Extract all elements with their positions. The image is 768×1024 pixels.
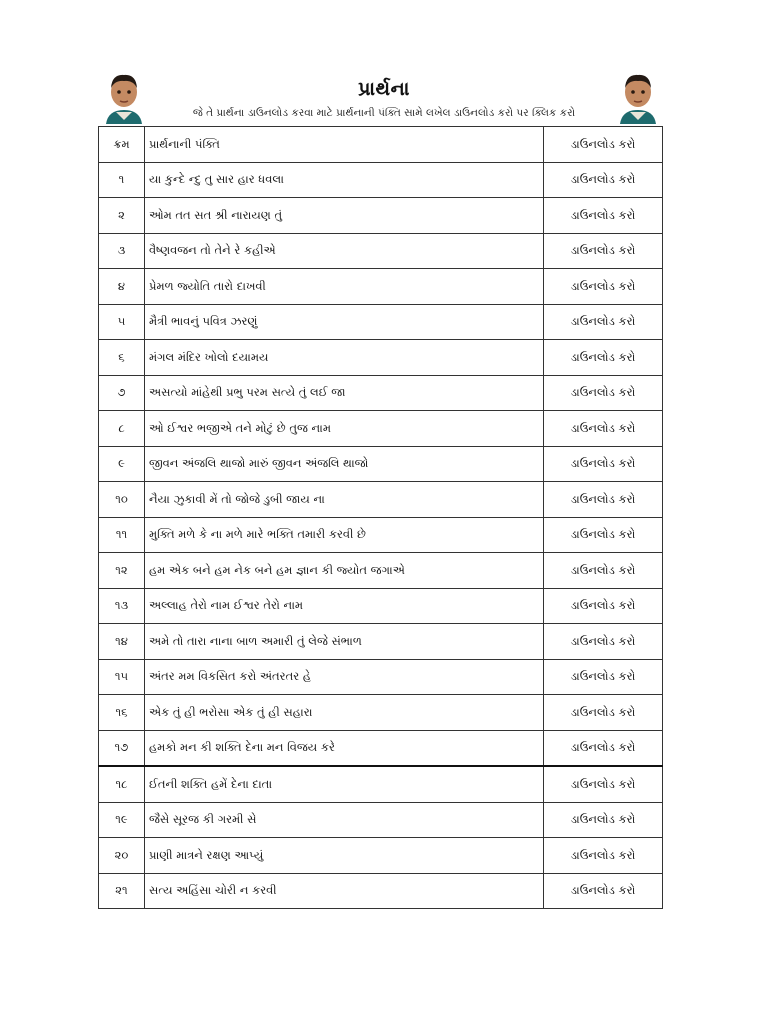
table-row xyxy=(99,873,663,909)
row-number: ૪ xyxy=(99,269,145,305)
download-link[interactable]: ડાઉનલોડ કરો xyxy=(544,766,663,802)
prayer-line: ઓમ તત સત શ્રી નારાયણ તું xyxy=(145,198,544,234)
row-number: ૭ xyxy=(99,375,145,411)
row-number: ૨ xyxy=(99,198,145,234)
header-num: ક્રમ xyxy=(99,127,145,163)
row-number: ૧૮ xyxy=(99,766,145,802)
download-link[interactable]: ડાઉનલોડ કરો xyxy=(544,588,663,624)
download-link[interactable]: ડાઉનલોડ કરો xyxy=(544,198,663,234)
prayer-line: અસત્યો માંહેથી પ્રભુ પરમ સત્યે તું લઈ જા xyxy=(145,375,544,411)
table-row xyxy=(99,482,663,518)
prayer-line: અલ્લાહ તેરો નામ ઈશ્વર તેરો નામ xyxy=(145,588,544,624)
download-link[interactable]: ડાઉનલોડ કરો xyxy=(544,517,663,553)
download-link[interactable]: ડાઉનલોડ કરો xyxy=(544,838,663,874)
row-number: ૩ xyxy=(99,233,145,269)
download-link[interactable]: ડાઉનલોડ કરો xyxy=(544,269,663,305)
row-number: ૧૦ xyxy=(99,482,145,518)
page-title: પ્રાર્થના xyxy=(358,78,410,100)
prayer-line: વૈષ્ણવજન તો તેને રે કહીએ xyxy=(145,233,544,269)
prayer-line: હમકો મન કી શક્તિ દેના મન વિજય કરે xyxy=(145,730,544,766)
prayer-line: અંતર મમ વિકસિત કરો અંતરતર હે xyxy=(145,659,544,695)
row-number: ૫ xyxy=(99,304,145,340)
table-row xyxy=(99,517,663,553)
prayer-line: હમ એક બને હમ નેક બને હમ જ્ઞાન કી જ્યોત જગાએ xyxy=(145,553,544,589)
prayer-line: સત્ય અહિંસા ચોરી ન કરવી xyxy=(145,873,544,909)
row-number: ૧ xyxy=(99,162,145,198)
row-number: ૧૬ xyxy=(99,695,145,731)
prayer-line: જૈસે સૂરજ કી ગરમી સે xyxy=(145,802,544,838)
table-row xyxy=(99,766,663,802)
row-number: ૨૦ xyxy=(99,838,145,874)
download-link[interactable]: ડાઉનલોડ કરો xyxy=(544,233,663,269)
row-number: ૧૫ xyxy=(99,659,145,695)
header-download: ડાઉનલોડ કરો xyxy=(544,127,663,163)
table-row xyxy=(99,730,663,766)
table-row xyxy=(99,838,663,874)
prayer-line: મુક્તિ મળે કે ના મળે મારે ભક્તિ તમારી કરવી છે xyxy=(145,517,544,553)
download-link[interactable]: ડાઉનલોડ કરો xyxy=(544,340,663,376)
download-link[interactable]: ડાઉનલોડ કરો xyxy=(544,553,663,589)
table-row xyxy=(99,233,663,269)
table-row xyxy=(99,340,663,376)
child-portrait-icon xyxy=(616,70,660,124)
download-link[interactable]: ડાઉનલોડ કરો xyxy=(544,730,663,766)
prayer-line: અમે તો તારા નાના બાળ અમારી તું લેજે સંભાળ xyxy=(145,624,544,660)
table-row xyxy=(99,446,663,482)
download-link[interactable]: ડાઉનલોડ કરો xyxy=(544,695,663,731)
table-row xyxy=(99,624,663,660)
download-link[interactable]: ડાઉનલોડ કરો xyxy=(544,873,663,909)
prayer-line: ઓ ઈશ્વર ભજીએ તને મોટું છે તુજ નામ xyxy=(145,411,544,447)
row-number: ૧૩ xyxy=(99,588,145,624)
header-prayer: પ્રાર્થનાની પંક્તિ xyxy=(145,127,544,163)
table-row xyxy=(99,375,663,411)
download-link[interactable]: ડાઉનલોડ કરો xyxy=(544,304,663,340)
table-row xyxy=(99,198,663,234)
prayer-table xyxy=(98,126,663,909)
table-row xyxy=(99,659,663,695)
row-number: ૧૪ xyxy=(99,624,145,660)
download-link[interactable]: ડાઉનલોડ કરો xyxy=(544,659,663,695)
table-row xyxy=(99,304,663,340)
prayer-line: એક તું હી ભરોસા એક તું હી સહારા xyxy=(145,695,544,731)
download-link[interactable]: ડાઉનલોડ કરો xyxy=(544,446,663,482)
row-number: ૯ xyxy=(99,446,145,482)
download-link[interactable]: ડાઉનલોડ કરો xyxy=(544,411,663,447)
prayer-line: પ્રાણી માત્રને રક્ષણ આપ્યું xyxy=(145,838,544,874)
row-number: ૬ xyxy=(99,340,145,376)
page-subtitle: જે તે પ્રાર્થના ડાઉનલોડ કરવા માટે પ્રાર્થનાની પંક્તિ સામે લખેલ ડાઉનલોડ કરો પર ક્લિક કરો xyxy=(192,107,576,119)
prayer-line: પ્રેમળ જ્યોતિ તારો દાખવી xyxy=(145,269,544,305)
download-link[interactable]: ડાઉનલોડ કરો xyxy=(544,624,663,660)
prayer-line: યા કુન્દે ન્દુ તુ સાર હાર ધવલા xyxy=(145,162,544,198)
prayer-line: મૈત્રી ભાવનું પવિત્ર ઝરણું xyxy=(145,304,544,340)
download-link[interactable]: ડાઉનલોડ કરો xyxy=(544,802,663,838)
table-row xyxy=(99,162,663,198)
table-row xyxy=(99,553,663,589)
table-row xyxy=(99,411,663,447)
row-number: ૧૧ xyxy=(99,517,145,553)
prayer-line: જીવન અંજલિ થાજો મારું જીવન અંજલિ થાજો xyxy=(145,446,544,482)
row-number: ૧૨ xyxy=(99,553,145,589)
prayer-line: મંગલ મંદિર ખોલો દયામય xyxy=(145,340,544,376)
download-link[interactable]: ડાઉનલોડ કરો xyxy=(544,162,663,198)
table-row xyxy=(99,695,663,731)
table-header-row xyxy=(99,127,663,163)
row-number: ૮ xyxy=(99,411,145,447)
download-link[interactable]: ડાઉનલોડ કરો xyxy=(544,375,663,411)
table-row xyxy=(99,802,663,838)
row-number: ૧૭ xyxy=(99,730,145,766)
prayer-line: ઈતની શક્તિ હમેં દેના દાતા xyxy=(145,766,544,802)
row-number: ૨૧ xyxy=(99,873,145,909)
table-row xyxy=(99,269,663,305)
download-link[interactable]: ડાઉનલોડ કરો xyxy=(544,482,663,518)
row-number: ૧૯ xyxy=(99,802,145,838)
table-row xyxy=(99,588,663,624)
prayer-line: નૈયા ઝુકાવી મેં તો જોજે ડુબી જાય ના xyxy=(145,482,544,518)
